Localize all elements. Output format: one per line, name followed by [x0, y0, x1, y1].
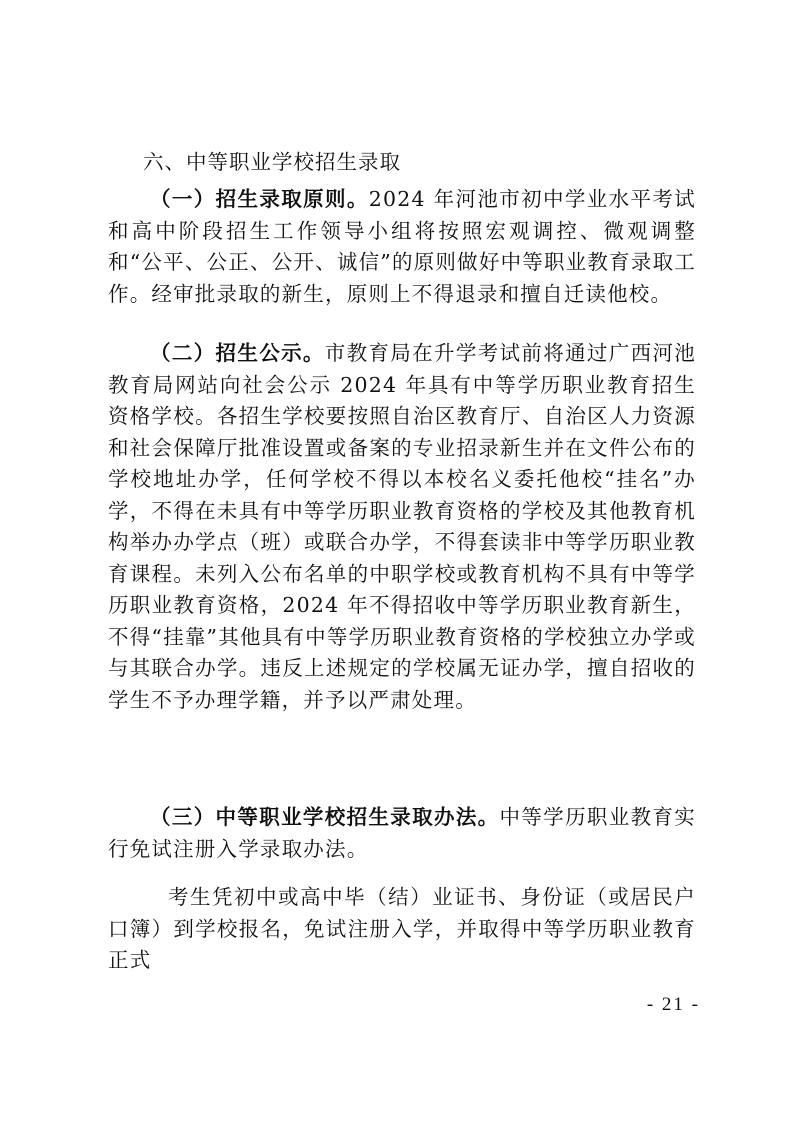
paragraph-body: 考生凭初中或高中毕（结）业证书、身份证（或居民户口簿）到学校报名，免试注册入学，并取得中等学历职业教育正式 [108, 885, 696, 972]
paragraph-admission-principles [108, 184, 696, 310]
paragraph-lead: （二）招生公示。 [150, 341, 325, 365]
paragraph-enrollment-publicity [108, 338, 696, 716]
paragraph-body: 市教育局在升学考试前将通过广西河池教育局网站向社会公示 2024 年具有中等学历职业教育招生资格学校。各招生学校要按照自治区教育厅、自治区人力资源和社会保障厅批准设置或备案的专业招录新生并在文件公布的学校地址办学，任何学校不得以本校名义委托他校“挂名”办学，不得在未具有中等学历职业教育资格的学校及其他教育机构举办办学点（班）或联合办学，不得套读非中等学历职业教育课程。未列入公布名单的中职学校或教育机构不具有中等学历职业教育资格，2024 年不得招收中等学历职业教育新生，不得“挂靠”其他具有中等学历职业教育资格的学校独立办学或与其联合办学。违反上述规定的学校属无证办学，擅自招收的学生不予办理学籍，并予以严肃处理。 [108, 341, 696, 712]
paragraph-admission-method [108, 802, 696, 865]
page-number: - 21 - [646, 994, 700, 1015]
paragraph-lead: （一）招生录取原则。 [150, 187, 369, 211]
paragraph-body: 中等学历职业教育实行免试注册入学录取办法。 [108, 805, 696, 861]
paragraph-registration [108, 882, 696, 977]
section-heading: 六、中等职业学校招生录取 [143, 150, 401, 174]
paragraph-lead: （三）中等职业学校招生录取办法。 [150, 805, 500, 829]
paragraph-body: 2024 年河池市初中学业水平考试和高中阶段招生工作领导小组将按照宏观调控、微观调整和“公平、公正、公开、诚信”的原则做好中等职业教育录取工作。经审批录取的新生，原则上不得退录和擅自迁读他校。 [108, 187, 696, 306]
